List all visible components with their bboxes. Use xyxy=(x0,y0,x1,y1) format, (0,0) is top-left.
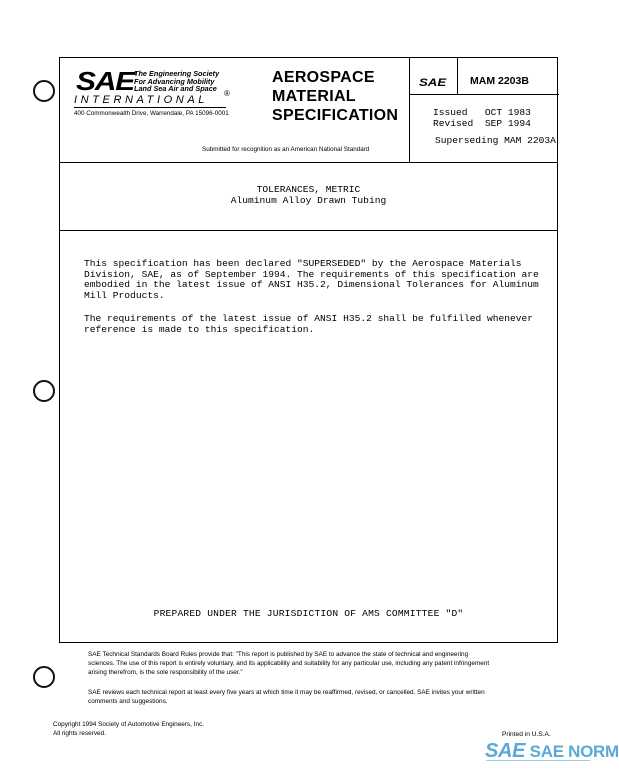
watermark-text: SAE NORM xyxy=(529,742,619,761)
body-paragraph-1 xyxy=(84,259,544,301)
board-rules-note xyxy=(88,651,548,677)
title-line: AEROSPACE xyxy=(272,69,375,86)
body-line: This specification has been declared "SUPERSEDED" by the Aerospace Materials xyxy=(84,258,522,269)
address: 400 Commonwealth Drive, Warrendale, PA 15096-0001 xyxy=(74,110,229,117)
body-line: Mill Products. xyxy=(84,289,165,301)
watermark-underline xyxy=(486,760,590,761)
sae-logo: SAE xyxy=(76,66,135,96)
revised-label: Revised xyxy=(433,118,474,129)
header-divider xyxy=(409,58,410,162)
footer-line: sciences. The use of this report is entirely voluntary, and its applicability and suitability for any particular use, including any patent infringement xyxy=(88,659,490,667)
spec-subtitle: Aluminum Alloy Drawn Tubing xyxy=(230,195,387,206)
registered-mark: ® xyxy=(224,89,230,98)
tagline-line: The Engineering Society xyxy=(134,69,220,78)
binder-hole-middle xyxy=(33,380,55,402)
title-block xyxy=(60,162,557,231)
title-line: MATERIAL xyxy=(272,88,356,105)
body-line: Division, SAE, as of September 1994. The requirements of this specification are xyxy=(84,268,539,280)
body-paragraph-2 xyxy=(84,314,544,335)
header-block xyxy=(60,58,557,163)
revised-date: SEP 1994 xyxy=(484,118,531,129)
review-note xyxy=(88,689,548,707)
body-line: The requirements of the latest issue of ANSI H35.2 shall be fulfilled whenever xyxy=(84,313,534,324)
binder-hole-top xyxy=(33,80,55,102)
prepared-statement: PREPARED UNDER THE JURISDICTION OF AMS COMMITTEE "D" xyxy=(153,608,464,619)
submitted-note: Submitted for recognition as an American National Standard xyxy=(202,146,370,153)
society-tagline xyxy=(134,70,234,93)
footer-line: SAE reviews each technical report at least every five years at which time it may be reaffirmed, revised, or cancelled. SAE invites your written xyxy=(88,689,485,696)
document-type-title xyxy=(272,68,398,125)
copyright xyxy=(53,721,204,738)
rights-line: All rights reserved. xyxy=(53,729,106,737)
document-number: MAM 2203B xyxy=(470,75,529,87)
printed-in: Printed in U.S.A. xyxy=(502,731,551,738)
header-divider xyxy=(409,94,559,95)
footer-line: SAE Technical Standards Board Rules provide that: "This report is published by SAE to advance the state of technical and engineering xyxy=(88,651,469,658)
header-divider xyxy=(457,58,458,94)
title-line: SPECIFICATION xyxy=(272,107,399,124)
issued-label: Issued xyxy=(433,107,468,118)
watermark-sae-logo: SAE xyxy=(485,740,526,762)
sae-small-logo: SAE xyxy=(419,77,447,89)
wordmark-underline xyxy=(74,107,226,108)
footer-line: arising therefrom, is the sole responsibility of the user." xyxy=(88,668,243,676)
spec-title: TOLERANCES, METRIC xyxy=(256,184,361,195)
tagline-line: Land Sea Air and Space xyxy=(134,84,217,94)
tagline-line: For Advancing Mobility xyxy=(134,76,215,86)
superseding-note: Superseding MAM 2203A xyxy=(435,135,556,146)
body-line: embodied in the latest issue of ANSI H35.2, Dimensional Tolerances for Aluminum xyxy=(84,279,539,290)
international-wordmark: INTERNATIONAL xyxy=(74,94,208,106)
body-line: reference is made to this specification. xyxy=(84,323,315,335)
document-frame xyxy=(59,57,558,643)
copyright-line: Copyright 1994 Society of Automotive Engineers, Inc. xyxy=(53,721,204,728)
binder-hole-bottom xyxy=(33,666,55,688)
footer-line: comments and suggestions. xyxy=(88,697,168,705)
issued-date: OCT 1983 xyxy=(484,107,531,118)
issue-dates xyxy=(433,107,531,129)
